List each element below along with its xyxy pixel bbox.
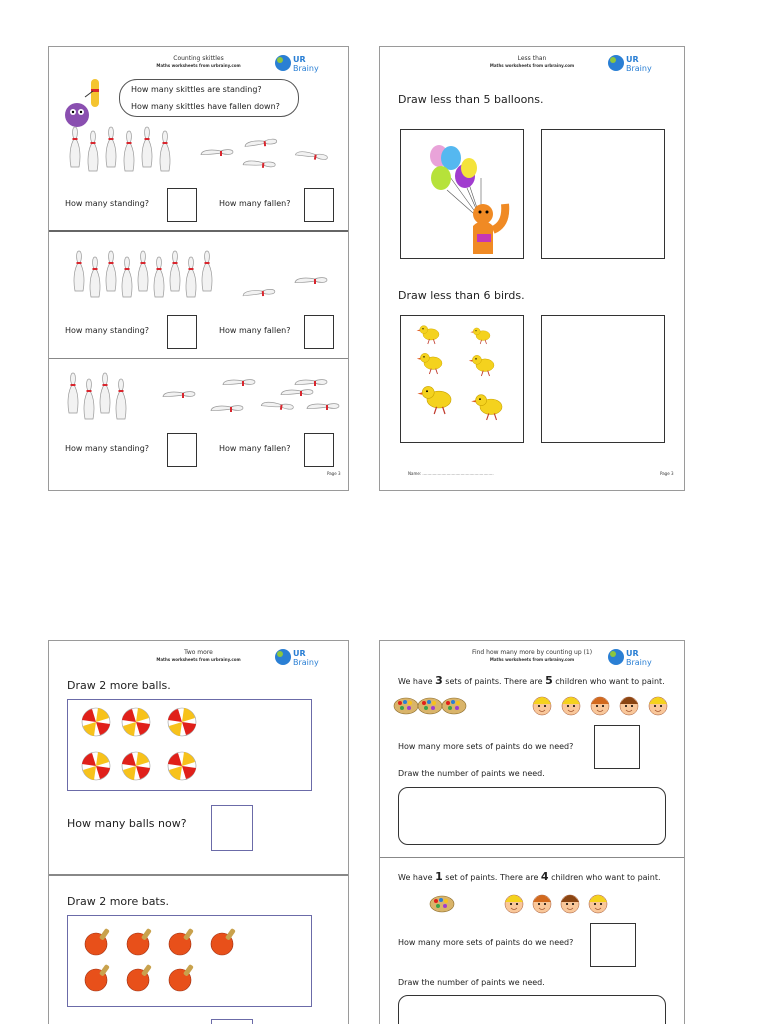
draw-paints-box-1[interactable] bbox=[398, 787, 666, 845]
skittles-group-2 bbox=[55, 247, 345, 307]
fallen-answer-box-1[interactable] bbox=[304, 188, 334, 222]
standing-skittle bbox=[186, 257, 196, 297]
beach-ball bbox=[122, 752, 150, 780]
sentence-text: children who want to paint. bbox=[548, 873, 661, 882]
worksheet-less-than[interactable] bbox=[379, 46, 685, 491]
standing-skittle bbox=[68, 373, 78, 413]
worksheet-title: Less than bbox=[517, 55, 547, 62]
standing-skittle bbox=[74, 251, 84, 291]
fallen-answer-box-3[interactable] bbox=[304, 433, 334, 467]
fallen-skittle bbox=[281, 390, 313, 396]
svg-text:Brainy: Brainy bbox=[293, 64, 319, 73]
skittles-group-3 bbox=[55, 369, 345, 429]
page-number: Page 3 bbox=[327, 471, 341, 476]
standing-skittle bbox=[106, 251, 116, 291]
balloons-answer-box[interactable] bbox=[541, 129, 665, 259]
standing-label: How many standing? bbox=[65, 199, 150, 208]
fallen-skittle bbox=[243, 289, 275, 297]
paint-palette bbox=[430, 896, 454, 912]
birds-illustration bbox=[401, 316, 525, 444]
table-tennis-bat bbox=[169, 928, 194, 955]
worksheet-subtitle: Maths worksheets from urbrainy.com bbox=[156, 63, 241, 68]
bird bbox=[417, 386, 451, 414]
child-face bbox=[533, 697, 551, 715]
child-face bbox=[561, 895, 579, 913]
bubble-line-2: How many skittles have fallen down? bbox=[131, 102, 280, 111]
balloons-example-box bbox=[400, 129, 524, 259]
draw-paints-box-2[interactable] bbox=[398, 995, 666, 1024]
table-tennis-bat bbox=[127, 928, 152, 955]
standing-skittle bbox=[100, 373, 110, 413]
balls-box[interactable] bbox=[67, 699, 312, 791]
standing-answer-box-3[interactable] bbox=[167, 433, 197, 467]
fallen-skittle bbox=[243, 160, 275, 169]
question-balls: Draw 2 more balls. bbox=[67, 679, 171, 692]
worksheet-title: Counting skittles bbox=[173, 55, 224, 62]
section-divider bbox=[49, 230, 349, 232]
bird bbox=[470, 328, 490, 344]
fallen-skittle bbox=[295, 380, 327, 386]
fallen-label: How many fallen? bbox=[219, 326, 291, 335]
sentence-text: We have bbox=[398, 677, 436, 686]
child-face bbox=[533, 895, 551, 913]
fallen-skittle bbox=[295, 278, 327, 284]
beach-ball bbox=[168, 752, 196, 780]
question-balloons: Draw less than 5 balloons. bbox=[398, 93, 544, 106]
fallen-skittle bbox=[261, 401, 294, 412]
svg-text:Brainy: Brainy bbox=[293, 658, 319, 667]
standing-answer-box-2[interactable] bbox=[167, 315, 197, 349]
number-bold: 4 bbox=[540, 870, 549, 883]
logo-graphic bbox=[273, 52, 337, 74]
fallen-skittle bbox=[245, 139, 277, 148]
beach-ball bbox=[122, 708, 150, 736]
logo-graphic bbox=[606, 646, 670, 668]
fallen-skittle bbox=[295, 150, 328, 162]
fallen-skittle bbox=[211, 406, 243, 412]
section-divider bbox=[49, 874, 349, 876]
worksheet-title: Find how many more by counting up (1) bbox=[471, 649, 593, 656]
standing-skittle bbox=[202, 251, 212, 291]
fallen-answer-box-2[interactable] bbox=[304, 315, 334, 349]
sentence-text: We have bbox=[398, 873, 436, 882]
child-face bbox=[649, 697, 667, 715]
worksheet-two-more[interactable] bbox=[48, 640, 349, 1024]
fallen-skittle bbox=[201, 150, 233, 156]
paint-palette bbox=[418, 698, 442, 714]
sentence-text: set of paints. There are bbox=[442, 873, 541, 882]
standing-answer-box-1[interactable] bbox=[167, 188, 197, 222]
section-divider bbox=[49, 358, 349, 359]
worksheet-subtitle: Maths worksheets from urbrainy.com bbox=[156, 657, 241, 662]
svg-text:Brainy: Brainy bbox=[626, 658, 652, 667]
standing-skittle bbox=[142, 127, 152, 167]
question-balls-now: How many balls now? bbox=[67, 817, 187, 830]
how-many-more-label: How many more sets of paints do we need? bbox=[398, 742, 574, 751]
fallen-skittle bbox=[223, 380, 255, 386]
child-face bbox=[589, 895, 607, 913]
sentence-text: sets of paints. There are bbox=[442, 677, 546, 686]
child-face bbox=[620, 697, 638, 715]
beach-ball bbox=[82, 708, 110, 736]
table-tennis-bat bbox=[127, 964, 152, 991]
table-tennis-bat bbox=[211, 928, 236, 955]
logo-graphic bbox=[273, 646, 337, 668]
draw-label: Draw the number of paints we need. bbox=[398, 978, 545, 987]
paints-children-row-1 bbox=[388, 691, 678, 721]
table-tennis-bat bbox=[169, 964, 194, 991]
logo-graphic bbox=[606, 52, 670, 74]
urbrainy-logo bbox=[273, 646, 337, 668]
standing-skittle bbox=[122, 257, 132, 297]
standing-label: How many standing? bbox=[65, 444, 150, 453]
svg-text:Brainy: Brainy bbox=[626, 64, 652, 73]
worksheet-subtitle: Maths worksheets from urbrainy.com bbox=[489, 657, 575, 662]
worksheet-title: Two more bbox=[184, 649, 213, 656]
bubble-line-1: How many skittles are standing? bbox=[131, 85, 262, 94]
urbrainy-logo bbox=[606, 646, 670, 668]
paints-children-row-2 bbox=[388, 889, 678, 919]
paint-palette bbox=[394, 698, 418, 714]
balls-now-answer-box[interactable] bbox=[211, 805, 253, 851]
worksheet-counting-up[interactable] bbox=[379, 640, 685, 1024]
how-many-more-answer-box-1[interactable] bbox=[594, 725, 640, 769]
worksheet-counting-skittles[interactable] bbox=[48, 46, 349, 491]
child-face bbox=[505, 895, 523, 913]
fallen-label: How many fallen? bbox=[219, 444, 291, 453]
bird bbox=[471, 395, 502, 420]
sentence-2 bbox=[398, 870, 661, 883]
standing-skittle bbox=[70, 127, 80, 167]
svg-text:UR: UR bbox=[626, 55, 639, 64]
how-many-more-answer-box-2[interactable] bbox=[590, 923, 636, 967]
number-bold: 3 bbox=[435, 674, 443, 687]
bats-now-answer-box[interactable] bbox=[211, 1019, 253, 1024]
urbrainy-logo bbox=[606, 52, 670, 74]
svg-text:UR: UR bbox=[626, 649, 639, 658]
bats-illustration bbox=[68, 916, 313, 1008]
standing-skittle bbox=[106, 127, 116, 167]
worksheet-subtitle: Maths worksheets from urbrainy.com bbox=[489, 63, 575, 68]
page-number: Page 3 bbox=[660, 471, 674, 476]
beach-ball bbox=[168, 708, 196, 736]
balls-illustration bbox=[68, 700, 313, 792]
bird bbox=[417, 326, 439, 344]
balloons-fox-illustration bbox=[401, 130, 525, 260]
standing-skittle bbox=[124, 131, 134, 171]
standing-skittle bbox=[170, 251, 180, 291]
svg-text:UR: UR bbox=[293, 55, 306, 64]
table-tennis-bat bbox=[85, 928, 110, 955]
sentence-text: children who want to paint. bbox=[552, 677, 665, 686]
table-tennis-bat bbox=[85, 964, 110, 991]
number-bold: 1 bbox=[435, 870, 443, 883]
standing-label: How many standing? bbox=[65, 326, 150, 335]
child-face bbox=[562, 697, 580, 715]
bird bbox=[469, 355, 494, 376]
fallen-skittle bbox=[163, 392, 195, 398]
question-bats: Draw 2 more bats. bbox=[67, 895, 169, 908]
birds-answer-box[interactable] bbox=[541, 315, 665, 443]
how-many-more-label: How many more sets of paints do we need? bbox=[398, 938, 574, 947]
standing-skittle bbox=[116, 379, 126, 419]
standing-skittle bbox=[84, 379, 94, 419]
standing-skittle bbox=[90, 257, 100, 297]
fallen-label: How many fallen? bbox=[219, 199, 291, 208]
child-face bbox=[591, 697, 609, 715]
birds-example-box bbox=[400, 315, 524, 443]
svg-text:UR: UR bbox=[293, 649, 306, 658]
skittles-group-1 bbox=[55, 123, 345, 183]
number-bold: 5 bbox=[545, 674, 553, 687]
section-divider bbox=[380, 857, 685, 858]
fallen-skittle bbox=[307, 404, 339, 410]
beach-ball bbox=[82, 752, 110, 780]
standing-skittle bbox=[160, 131, 170, 171]
question-birds: Draw less than 6 birds. bbox=[398, 289, 525, 302]
sentence-1 bbox=[398, 674, 665, 687]
bats-box[interactable] bbox=[67, 915, 312, 1007]
paint-palette bbox=[442, 698, 466, 714]
standing-skittle bbox=[154, 257, 164, 297]
bird bbox=[417, 353, 442, 374]
draw-label: Draw the number of paints we need. bbox=[398, 769, 545, 778]
standing-skittle bbox=[138, 251, 148, 291]
standing-skittle bbox=[88, 131, 98, 171]
name-line[interactable]: Name: ........................................................ bbox=[408, 471, 494, 476]
urbrainy-logo bbox=[273, 52, 337, 74]
